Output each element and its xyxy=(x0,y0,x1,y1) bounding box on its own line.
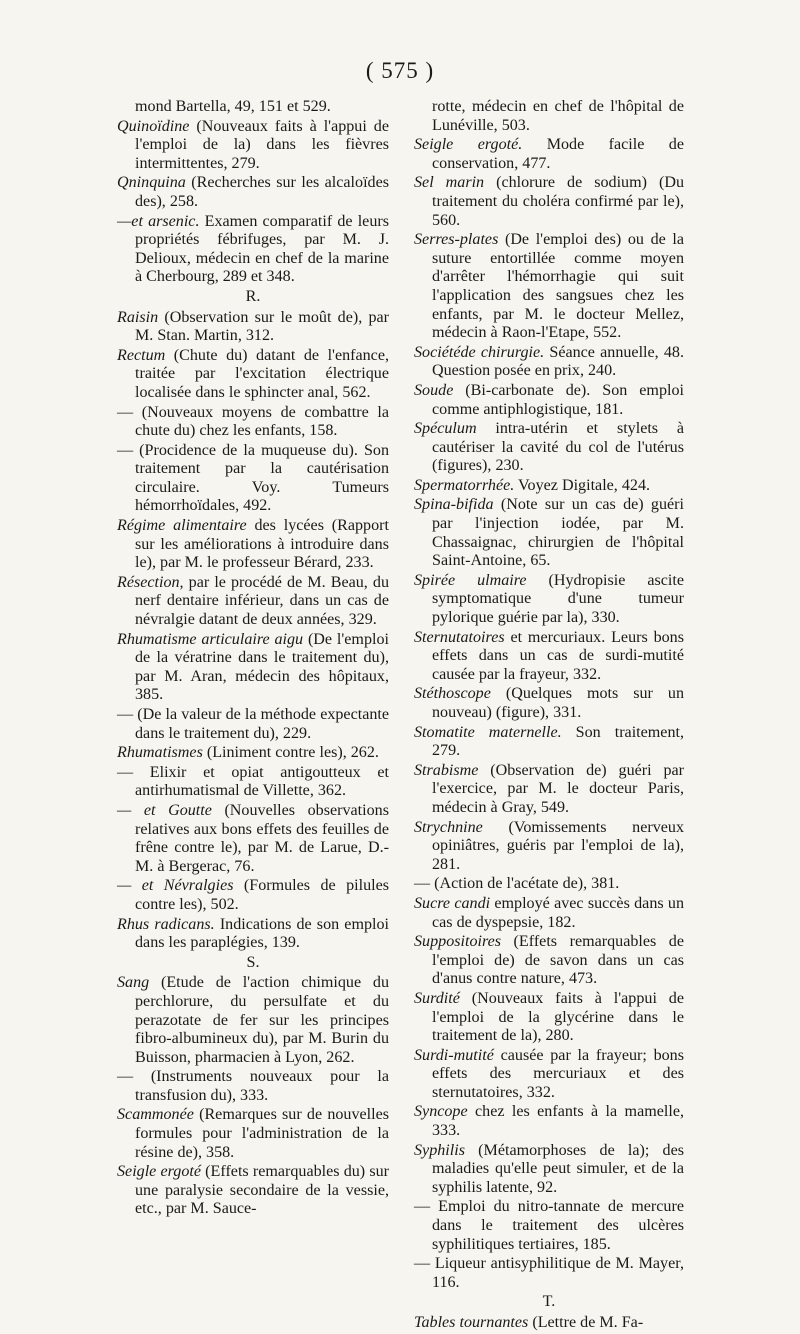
index-entry xyxy=(414,136,684,173)
index-entry xyxy=(117,213,389,287)
index-entry xyxy=(117,744,389,763)
index-entry xyxy=(414,420,684,476)
entry-heading: Strychnine xyxy=(414,818,483,836)
index-entry xyxy=(117,98,389,117)
index-entry xyxy=(414,174,684,230)
index-entry xyxy=(414,1142,684,1198)
entry-heading: Suppositoires xyxy=(414,933,502,951)
entry-text: (Observation sur le moût de), par M. Stan. Martin, 312. xyxy=(135,308,389,345)
entry-text: (Note sur un cas de) guéri par l'injection iodée, par M. Chassaignac, chirurgien de l'hôpital Saint-Antoine, 65. xyxy=(432,496,684,570)
index-entry xyxy=(414,629,684,685)
entry-text: par le procédé de M. Beau, du nerf dentaire inférieur, dans un cas de névralgie datant de deux années, 329. xyxy=(135,573,389,629)
entry-heading: — et Goutte xyxy=(117,801,212,819)
entry-text: intra-utérin et stylets à cautériser la cavité du col de l'utérus (figures), 230. xyxy=(432,420,684,475)
entry-text: chez les enfants à la mamelle, 333. xyxy=(432,1103,684,1140)
index-entry xyxy=(117,631,389,705)
index-entry xyxy=(117,1068,389,1105)
index-entry xyxy=(414,819,684,875)
entry-heading: Raisin xyxy=(117,308,159,326)
entry-heading: Seigle ergoté. xyxy=(414,136,523,154)
entry-heading: Sternutatoires xyxy=(414,628,505,646)
index-entry xyxy=(414,496,684,570)
entry-heading: Strabisme xyxy=(414,761,479,779)
entry-text: Mode facile de conservation, 477. xyxy=(432,136,684,172)
entry-text: — (Instruments nouveaux pour la transfusion du), 333. xyxy=(117,1068,389,1104)
index-entry xyxy=(117,877,389,914)
entry-heading: Sang xyxy=(117,974,150,992)
index-entry xyxy=(117,764,389,801)
index-entry xyxy=(117,574,389,630)
index-entry xyxy=(117,309,389,346)
entry-heading: Stéthoscope xyxy=(414,685,491,703)
entry-heading: Spirée ulmaire xyxy=(414,571,527,589)
entry-heading: Régime alimentaire xyxy=(117,517,247,535)
entry-heading: Spina-bifida xyxy=(414,496,494,514)
index-entry xyxy=(117,1163,389,1219)
index-entry xyxy=(414,98,684,135)
entry-text: des lycées (Rapport sur les améliorations à introduire dans le), par M. le professeur Bérard, 233. xyxy=(135,517,389,572)
index-entry xyxy=(414,1314,684,1333)
entry-text: — Liqueur antisyphilitique de M. Mayer, 116. xyxy=(414,1255,684,1291)
entry-text: (Recherches sur les alcaloïdes des), 258. xyxy=(135,174,389,210)
entry-heading: Qninquina xyxy=(117,174,186,192)
entry-heading: Surdi-mutité xyxy=(414,1046,494,1064)
entry-heading: Tables tournantes xyxy=(414,1314,529,1331)
entry-text: (chlorure de sodium) (Du traitement du choléra confirmé par le), 560. xyxy=(432,174,685,229)
entry-heading: Résection, xyxy=(117,573,184,591)
section-letter: T. xyxy=(542,1293,556,1311)
entry-text: — (Procidence de la muqueuse du). Son traitement par la cautérisation circulaire. Voy. Tumeurs hémorrhoïdales, 492. xyxy=(117,441,389,515)
index-entry xyxy=(414,895,684,932)
entry-text: rotte, médecin en chef de l'hôpital de Lunéville, 503. xyxy=(432,98,684,134)
index-entry xyxy=(414,1047,684,1103)
index-entry xyxy=(117,118,389,174)
entry-text: (Bi-carbonate de). Son emploi comme antiphlogistique, 181. xyxy=(432,381,684,418)
entry-text: Examen comparatif de leurs propriétés fébrifuges, par M. J. Delioux, médecin en chef de la marine à Cherbourg, 289 et 348. xyxy=(135,212,389,286)
entry-heading: Syncope xyxy=(414,1103,468,1121)
index-entry xyxy=(117,706,389,743)
entry-heading: Sel marin xyxy=(414,174,485,192)
entry-heading: Spermatorrhée. xyxy=(414,476,515,494)
right-index-column xyxy=(414,98,684,1334)
entry-text: (De l'emploi des) ou de la suture entortillée comme moyen d'arrêter l'hémorrhagie qui suit l'application des sangsues chez les enfants, par M. le docteur Mellez, médecin à Raon-l'Etape, 552. xyxy=(432,231,684,342)
entry-text: (Quelques mots sur un nouveau) (figure), 331. xyxy=(432,685,684,721)
entry-heading: Seigle ergoté xyxy=(117,1163,202,1181)
entry-text: (Formules de pilules contre les), 502. xyxy=(135,877,389,913)
index-entry xyxy=(414,344,684,381)
entry-heading: Sucre candi xyxy=(414,894,491,912)
entry-text: (Etude de l'action chimique du perchlorure, du persulfate et du perazotate de fer sur les principes fibro-albumineux du), par M. Burin du Buisson, pharmacien à Lyon, 262. xyxy=(135,974,389,1066)
entry-heading: Rhumatisme articulaire aigu xyxy=(117,630,304,648)
entry-text: — Emploi du nitro-tannate de mercure dans le traitement des ulcères syphilitiques tertiaires, 185. xyxy=(414,1198,684,1253)
entry-text: (Remarques sur de nouvelles formules pour l'administration de la résine de), 358. xyxy=(135,1106,389,1161)
entry-heading: Sociétéde chirurgie. xyxy=(414,343,545,361)
entry-heading: Rhus radicans. xyxy=(117,915,215,933)
entry-text: (Observation de) guéri par l'exercice, par M. le docteur Paris, médecin à Gray, 549. xyxy=(432,761,684,816)
index-entry xyxy=(117,442,389,516)
index-entry xyxy=(117,1106,389,1162)
index-entry xyxy=(117,916,389,953)
entry-text: employé avec succès dans un cas de dyspepsie, 182. xyxy=(432,894,685,931)
index-entry xyxy=(414,477,684,496)
entry-text: (Liniment contre les), 262. xyxy=(202,744,379,762)
index-entry xyxy=(414,572,684,628)
entry-text: (Lettre de M. Fa- xyxy=(528,1314,644,1331)
entry-text: (Métamorphoses de la); des maladies qu'elle peut simuler, et de la syphilis latente, 92. xyxy=(432,1141,684,1196)
section-letter: R. xyxy=(245,287,261,305)
entry-heading: Soude xyxy=(414,381,454,399)
left-index-column xyxy=(117,98,389,1220)
page-number: ( 575 ) xyxy=(365,58,435,83)
index-entry xyxy=(414,762,684,818)
entry-text: (Nouveaux faits à l'appui de l'emploi de la) dans les fièvres intermittentes, 279. xyxy=(135,117,389,172)
section-letter: S. xyxy=(246,953,260,971)
entry-text: (Nouvelles observations relatives aux bons effets des feuilles de frêne contre le), par M. de Larue, D.-M. à Bergerac, 76. xyxy=(135,801,389,875)
index-entry xyxy=(414,685,684,722)
index-entry xyxy=(414,382,684,419)
entry-text: Séance annuelle, 48. Question posée en prix, 240. xyxy=(432,343,684,380)
index-entry xyxy=(414,990,684,1046)
entry-text: — Elixir et opiat antigoutteux et antirhumatismal de Villette, 362. xyxy=(117,763,389,800)
entry-heading: —et arsenic. xyxy=(117,212,200,230)
index-entry xyxy=(414,1255,684,1292)
entry-text: (Effets remarquables du) sur une paralysie secondaire de la vessie, etc., par M. Sauce- xyxy=(135,1163,389,1218)
entry-heading: Scammonée xyxy=(117,1106,194,1124)
entry-heading: Rectum xyxy=(117,346,166,364)
entry-heading: Syphilis xyxy=(414,1141,465,1159)
index-entry xyxy=(414,231,684,343)
entry-text: et mercuriaux. Leurs bons effets dans un cas de surdi-mutité causée par la frayeur, 332. xyxy=(432,628,684,683)
index-entry xyxy=(117,974,389,1067)
entry-heading: Quinoïdine xyxy=(117,117,190,135)
index-entry xyxy=(117,517,389,573)
entry-text: (Chute du) datant de l'enfance, traitée par l'excitation électrique localisée dans le sphincter anal, 562. xyxy=(135,346,389,401)
entry-text: Son traitement, 279. xyxy=(432,723,684,760)
entry-text: mond Bartella, 49, 151 et 529. xyxy=(135,98,331,115)
entry-heading: Surdité xyxy=(414,989,460,1007)
entry-text: (Vomissements nerveux opiniâtres, guéris par l'emploi de la), 281. xyxy=(432,818,684,873)
index-entry xyxy=(414,933,684,989)
entry-text: — (De la valeur de la méthode expectante dans le traitement du), 229. xyxy=(117,706,389,742)
index-entry xyxy=(117,174,389,211)
entry-text: Voyez Digitale, 424. xyxy=(514,476,651,494)
index-entry xyxy=(414,875,684,894)
entry-heading: Spéculum xyxy=(414,420,477,438)
entry-heading: Serres-plates xyxy=(414,231,499,249)
index-entry xyxy=(414,1198,684,1254)
entry-text: — (Nouveaux moyens de combattre la chute du) chez les enfants, 158. xyxy=(117,403,389,440)
index-entry xyxy=(414,1103,684,1140)
entry-text: — (Action de l'acétate de), 381. xyxy=(414,875,620,893)
entry-text: (De l'emploi de la vératrine dans le traitement du), par M. Aran, médecin des hôpitaux, 385. xyxy=(135,630,389,704)
entry-text: (Nouveaux faits à l'appui de l'emploi de la glycérine dans le traitement de la), 280. xyxy=(432,989,684,1045)
entry-heading: Rhumatismes xyxy=(117,744,203,762)
index-entry xyxy=(414,724,684,761)
entry-text: causée par la frayeur; bons effets des mercuriaux et des sternutatoires, 332. xyxy=(432,1046,684,1101)
entry-text: (Hydropisie ascite symptomatique d'une tumeur pylorique guérie par la), 330. xyxy=(432,571,685,627)
entry-heading: — et Névralgies xyxy=(117,877,234,895)
index-entry xyxy=(117,802,389,876)
entry-text: Indications de son emploi dans les paraplégies, 139. xyxy=(135,915,389,952)
index-entry xyxy=(117,347,389,403)
index-entry xyxy=(117,404,389,441)
entry-text: (Effets remarquables de l'emploi de) de savon dans un cas d'anus contre nature, 473. xyxy=(432,933,684,988)
entry-heading: Stomatite maternelle. xyxy=(414,723,562,741)
